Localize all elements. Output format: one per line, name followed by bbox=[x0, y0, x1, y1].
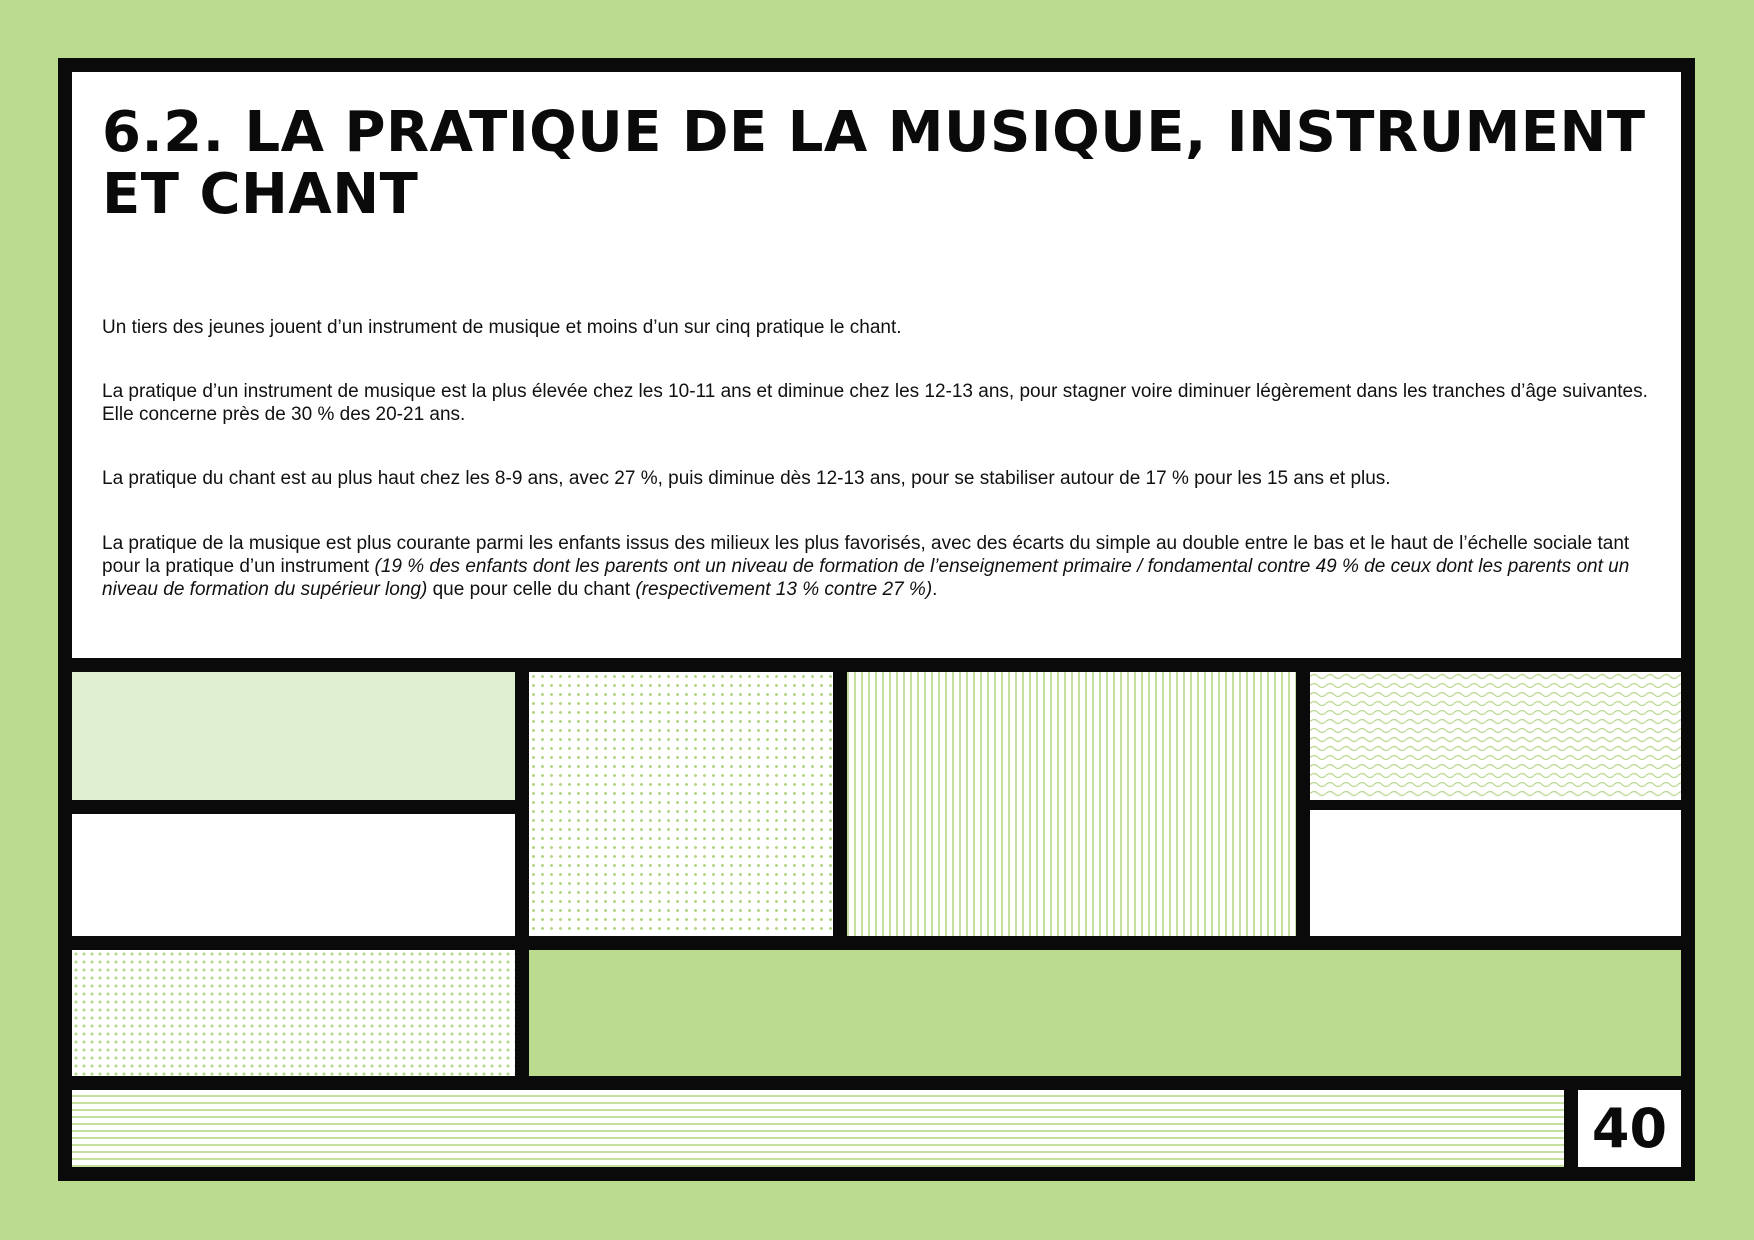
page-number: 40 bbox=[1578, 1090, 1681, 1167]
wave-pattern bbox=[1310, 672, 1681, 800]
decor-block-horizontal-lines bbox=[72, 1090, 1564, 1167]
decor-block-dots-small bbox=[72, 950, 515, 1076]
page-frame bbox=[58, 58, 1695, 1181]
paragraph-4-text-a: La pratique de la musique est plus courante parmi les enfants issus des milieux les plus favorisés, avec des écarts du simple au double entre le bas et le haut de l’échelle sociale tant pour la pratique d’un instrument bbox=[102, 533, 1630, 577]
paragraph-2: La pratique d’un instrument de musique est la plus élevée chez les 10-11 ans et diminue chez les 12-13 ans, pour stagner voire diminuer légèrement dans les tranches d’âge suivantes. Elle concerne près de 30 % des 20-21 ans. bbox=[102, 381, 1648, 425]
decor-block-vertical-lines bbox=[847, 672, 1296, 936]
decor-block-waves bbox=[1310, 672, 1681, 800]
paragraph-4-text-b: que pour celle du chant bbox=[427, 579, 636, 600]
paragraph-4-italic-a: (19 % des enfants dont les parents ont un niveau de formation de l’enseignement primaire / fondamental contre 49 % de ceux dont les parents ont un niveau de formation du supérieur long) bbox=[102, 556, 1630, 600]
decor-block-light bbox=[72, 672, 515, 800]
paragraph-4 bbox=[102, 532, 1667, 601]
paragraph-4-italic-b: (respectivement 13 % contre 27 %) bbox=[635, 579, 933, 600]
text-panel bbox=[72, 72, 1681, 658]
paragraph-1: Un tiers des jeunes jouent d’un instrument de musique et moins d’un sur cinq pratique le chant. bbox=[102, 317, 902, 338]
decor-block-dots bbox=[529, 672, 833, 936]
paragraph-4-end: . bbox=[932, 579, 938, 600]
decor-block-white-right bbox=[1310, 810, 1681, 936]
decor-block-white-left bbox=[72, 814, 515, 936]
decor-block-green bbox=[529, 950, 1681, 1076]
page-title: 6.2. LA PRATIQUE DE LA MUSIQUE, INSTRUMENT ET CHANT bbox=[102, 100, 1646, 227]
paragraph-3: La pratique du chant est au plus haut chez les 8-9 ans, avec 27 %, puis diminue dès 12-13 ans, pour se stabiliser autour de 17 % pour les 15 ans et plus. bbox=[102, 468, 1391, 489]
